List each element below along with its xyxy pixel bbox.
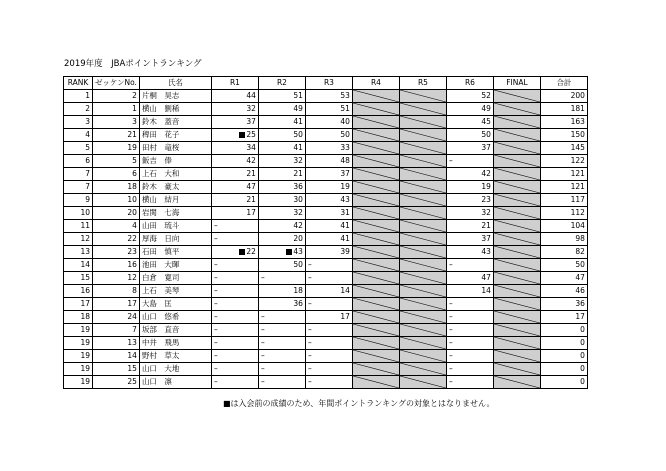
r4-cell-not-held xyxy=(352,129,399,142)
bib-number-cell: 14 xyxy=(93,350,140,363)
r4-cell-not-held xyxy=(352,207,399,220)
r5-cell-not-held xyxy=(399,337,446,350)
name-cell: 片桐 昊志 xyxy=(139,90,211,103)
name-cell: 上石 大和 xyxy=(139,168,211,181)
header-r2: R2 xyxy=(258,77,305,90)
total-cell: 121 xyxy=(540,168,587,181)
r3-cell: – xyxy=(305,324,352,337)
bib-number-cell: 13 xyxy=(93,337,140,350)
bib-number-cell: 22 xyxy=(93,233,140,246)
r4-cell-not-held xyxy=(352,324,399,337)
r5-cell-not-held xyxy=(399,259,446,272)
final-cell-not-held xyxy=(493,142,540,155)
rank-cell: 15 xyxy=(64,272,93,285)
r5-cell-not-held xyxy=(399,246,446,259)
name-cell: 白倉 寛司 xyxy=(139,272,211,285)
name-cell: 田村 竜桜 xyxy=(139,142,211,155)
name-cell: 稗田 花子 xyxy=(139,129,211,142)
final-cell-not-held xyxy=(493,168,540,181)
r4-cell-not-held xyxy=(352,116,399,129)
final-cell-not-held xyxy=(493,259,540,272)
r4-cell-not-held xyxy=(352,103,399,116)
rank-cell: 11 xyxy=(64,220,93,233)
r3-cell: – xyxy=(305,298,352,311)
r2-cell: – xyxy=(258,350,305,363)
r6-cell: 37 xyxy=(446,233,493,246)
r3-cell: 51 xyxy=(305,103,352,116)
bib-number-cell: 18 xyxy=(93,181,140,194)
total-cell: 104 xyxy=(540,220,587,233)
r3-cell: 31 xyxy=(305,207,352,220)
table-row xyxy=(64,90,588,103)
bib-number-cell: 16 xyxy=(93,259,140,272)
final-cell-not-held xyxy=(493,207,540,220)
rank-cell: 19 xyxy=(64,363,93,376)
table-row xyxy=(64,298,588,311)
r6-cell: – xyxy=(446,324,493,337)
total-cell: 200 xyxy=(540,90,587,103)
pre-membership-mark-icon xyxy=(239,249,245,255)
r5-cell-not-held xyxy=(399,311,446,324)
r4-cell-not-held xyxy=(352,272,399,285)
r3-cell: 39 xyxy=(305,246,352,259)
r1-cell: – xyxy=(211,324,258,337)
name-cell: 岩関 七海 xyxy=(139,207,211,220)
name-cell: 山口 大地 xyxy=(139,363,211,376)
r2-cell: 50 xyxy=(258,259,305,272)
total-cell: 0 xyxy=(540,350,587,363)
table-row xyxy=(64,376,588,389)
bib-number-cell: 12 xyxy=(93,272,140,285)
final-cell-not-held xyxy=(493,298,540,311)
r1-cell: – xyxy=(211,376,258,389)
total-cell: 163 xyxy=(540,116,587,129)
r1-cell: – xyxy=(211,350,258,363)
name-cell: 厚海 日向 xyxy=(139,233,211,246)
final-cell-not-held xyxy=(493,116,540,129)
r6-cell: – xyxy=(446,311,493,324)
r3-cell: 41 xyxy=(305,220,352,233)
r6-cell: 19 xyxy=(446,181,493,194)
r4-cell-not-held xyxy=(352,220,399,233)
total-cell: 0 xyxy=(540,324,587,337)
r5-cell-not-held xyxy=(399,181,446,194)
r2-cell: 43 xyxy=(258,246,305,259)
r1-cell: – xyxy=(211,311,258,324)
rank-cell: 2 xyxy=(64,103,93,116)
r6-cell: 23 xyxy=(446,194,493,207)
bib-number-cell: 20 xyxy=(93,207,140,220)
total-cell: 50 xyxy=(540,259,587,272)
r4-cell-not-held xyxy=(352,142,399,155)
bib-number-cell: 7 xyxy=(93,324,140,337)
final-cell-not-held xyxy=(493,181,540,194)
total-cell: 47 xyxy=(540,272,587,285)
r5-cell-not-held xyxy=(399,207,446,220)
rank-cell: 13 xyxy=(64,246,93,259)
r1-cell: – xyxy=(211,337,258,350)
bib-number-cell: 24 xyxy=(93,311,140,324)
total-cell: 117 xyxy=(540,194,587,207)
final-cell-not-held xyxy=(493,350,540,363)
r6-cell: 52 xyxy=(446,90,493,103)
header-final: FINAL xyxy=(493,77,540,90)
r3-cell: 43 xyxy=(305,194,352,207)
r1-cell: 42 xyxy=(211,155,258,168)
r2-cell: 18 xyxy=(258,285,305,298)
r3-cell: 19 xyxy=(305,181,352,194)
total-cell: 17 xyxy=(540,311,587,324)
r5-cell-not-held xyxy=(399,194,446,207)
r6-cell: – xyxy=(446,298,493,311)
r3-cell: 50 xyxy=(305,129,352,142)
name-cell: 横山 劉稀 xyxy=(139,103,211,116)
rank-cell: 7 xyxy=(64,168,93,181)
pre-membership-mark-icon xyxy=(239,132,245,138)
r1-cell: – xyxy=(211,259,258,272)
final-cell-not-held xyxy=(493,363,540,376)
bib-number-cell: 15 xyxy=(93,363,140,376)
name-cell: 鈴木 蓋音 xyxy=(139,116,211,129)
rank-cell: 1 xyxy=(64,90,93,103)
name-cell: 山田 琉斗 xyxy=(139,220,211,233)
r4-cell-not-held xyxy=(352,90,399,103)
name-cell: 坂部 直音 xyxy=(139,324,211,337)
r2-cell: 36 xyxy=(258,181,305,194)
r4-cell-not-held xyxy=(352,311,399,324)
name-cell: 飯吉 俸 xyxy=(139,155,211,168)
rank-cell: 14 xyxy=(64,259,93,272)
name-cell: 山口 凛 xyxy=(139,376,211,389)
r1-cell: 22 xyxy=(211,246,258,259)
r3-cell: – xyxy=(305,337,352,350)
r5-cell-not-held xyxy=(399,103,446,116)
table-row xyxy=(64,233,588,246)
r1-cell: – xyxy=(211,220,258,233)
table-row xyxy=(64,363,588,376)
total-cell: 46 xyxy=(540,285,587,298)
r3-cell: 14 xyxy=(305,285,352,298)
final-cell-not-held xyxy=(493,272,540,285)
r3-cell: 40 xyxy=(305,116,352,129)
r5-cell-not-held xyxy=(399,363,446,376)
r3-cell: 17 xyxy=(305,311,352,324)
r6-cell: 37 xyxy=(446,142,493,155)
bib-number-cell: 10 xyxy=(93,194,140,207)
r4-cell-not-held xyxy=(352,337,399,350)
r5-cell-not-held xyxy=(399,155,446,168)
r3-cell: – xyxy=(305,363,352,376)
r4-cell-not-held xyxy=(352,181,399,194)
table-row xyxy=(64,207,588,220)
bib-number-cell: 21 xyxy=(93,129,140,142)
r4-cell-not-held xyxy=(352,246,399,259)
table-row xyxy=(64,129,588,142)
total-cell: 0 xyxy=(540,363,587,376)
bib-number-cell: 25 xyxy=(93,376,140,389)
r2-cell: 20 xyxy=(258,233,305,246)
rank-cell: 7 xyxy=(64,181,93,194)
r2-cell: – xyxy=(258,311,305,324)
name-cell: 中井 飛馬 xyxy=(139,337,211,350)
name-cell: 鈴木 豪太 xyxy=(139,181,211,194)
r6-cell: – xyxy=(446,350,493,363)
r6-cell: 21 xyxy=(446,220,493,233)
final-cell-not-held xyxy=(493,233,540,246)
r2-cell: 41 xyxy=(258,116,305,129)
header-row xyxy=(64,77,588,90)
header-rank: RANK xyxy=(64,77,93,90)
r2-cell: – xyxy=(258,376,305,389)
final-cell-not-held xyxy=(493,337,540,350)
r3-cell: – xyxy=(305,259,352,272)
r5-cell-not-held xyxy=(399,376,446,389)
r6-cell: – xyxy=(446,363,493,376)
total-cell: 112 xyxy=(540,207,587,220)
r3-cell: – xyxy=(305,272,352,285)
r4-cell-not-held xyxy=(352,350,399,363)
final-cell-not-held xyxy=(493,194,540,207)
r5-cell-not-held xyxy=(399,272,446,285)
rank-cell: 10 xyxy=(64,207,93,220)
r1-cell: – xyxy=(211,272,258,285)
r6-cell: 49 xyxy=(446,103,493,116)
total-cell: 150 xyxy=(540,129,587,142)
r5-cell-not-held xyxy=(399,90,446,103)
r2-cell: – xyxy=(258,363,305,376)
rank-cell: 17 xyxy=(64,298,93,311)
r4-cell-not-held xyxy=(352,194,399,207)
r4-cell-not-held xyxy=(352,155,399,168)
r5-cell-not-held xyxy=(399,324,446,337)
r6-cell: – xyxy=(446,155,493,168)
r4-cell-not-held xyxy=(352,376,399,389)
header-r3: R3 xyxy=(305,77,352,90)
r6-cell: 47 xyxy=(446,272,493,285)
table-row xyxy=(64,220,588,233)
r5-cell-not-held xyxy=(399,350,446,363)
header-bib-number: ゼッケンNo. xyxy=(93,77,140,90)
final-cell-not-held xyxy=(493,129,540,142)
header-r4: R4 xyxy=(352,77,399,90)
rank-cell: 9 xyxy=(64,194,93,207)
r3-cell: 33 xyxy=(305,142,352,155)
r2-cell: 49 xyxy=(258,103,305,116)
bib-number-cell: 2 xyxy=(93,90,140,103)
r3-cell: 48 xyxy=(305,155,352,168)
bib-number-cell: 8 xyxy=(93,285,140,298)
rank-cell: 19 xyxy=(64,350,93,363)
r5-cell-not-held xyxy=(399,285,446,298)
rank-cell: 5 xyxy=(64,142,93,155)
r1-cell: 34 xyxy=(211,142,258,155)
final-cell-not-held xyxy=(493,90,540,103)
r2-cell: 51 xyxy=(258,90,305,103)
rank-cell: 19 xyxy=(64,337,93,350)
name-cell: 大島 匡 xyxy=(139,298,211,311)
r3-cell: – xyxy=(305,376,352,389)
r4-cell-not-held xyxy=(352,168,399,181)
r1-cell: 44 xyxy=(211,90,258,103)
name-cell: 池田 大暉 xyxy=(139,259,211,272)
final-cell-not-held xyxy=(493,155,540,168)
r4-cell-not-held xyxy=(352,259,399,272)
header-total: 合計 xyxy=(540,77,587,90)
name-cell: 横山 結月 xyxy=(139,194,211,207)
r3-cell: 41 xyxy=(305,233,352,246)
table-row xyxy=(64,311,588,324)
header-r5: R5 xyxy=(399,77,446,90)
ranking-table xyxy=(63,76,588,389)
r1-cell: 17 xyxy=(211,207,258,220)
final-cell-not-held xyxy=(493,376,540,389)
r6-cell: – xyxy=(446,337,493,350)
r1-cell: 21 xyxy=(211,168,258,181)
page-title: 2019年度 JBAポイントランキング xyxy=(64,59,202,69)
r1-cell: 25 xyxy=(211,129,258,142)
bib-number-cell: 5 xyxy=(93,155,140,168)
r6-cell: – xyxy=(446,259,493,272)
final-cell-not-held xyxy=(493,324,540,337)
rank-cell: 19 xyxy=(64,324,93,337)
r2-cell: 21 xyxy=(258,168,305,181)
r4-cell-not-held xyxy=(352,298,399,311)
table-row xyxy=(64,194,588,207)
table-row xyxy=(64,285,588,298)
total-cell: 122 xyxy=(540,155,587,168)
total-cell: 98 xyxy=(540,233,587,246)
final-cell-not-held xyxy=(493,311,540,324)
r6-cell: 43 xyxy=(446,246,493,259)
r5-cell-not-held xyxy=(399,168,446,181)
table-row xyxy=(64,246,588,259)
total-cell: 121 xyxy=(540,181,587,194)
table-row xyxy=(64,324,588,337)
r2-cell: 50 xyxy=(258,129,305,142)
r1-cell: – xyxy=(211,285,258,298)
r1-cell: – xyxy=(211,298,258,311)
r2-cell: 42 xyxy=(258,220,305,233)
rank-cell: 18 xyxy=(64,311,93,324)
total-cell: 36 xyxy=(540,298,587,311)
bib-number-cell: 3 xyxy=(93,116,140,129)
bib-number-cell: 23 xyxy=(93,246,140,259)
bib-number-cell: 19 xyxy=(93,142,140,155)
r1-cell: – xyxy=(211,363,258,376)
r4-cell-not-held xyxy=(352,363,399,376)
r5-cell-not-held xyxy=(399,220,446,233)
r2-cell: 30 xyxy=(258,194,305,207)
name-cell: 山口 悠希 xyxy=(139,311,211,324)
name-cell: 石田 慎平 xyxy=(139,246,211,259)
r5-cell-not-held xyxy=(399,129,446,142)
table-row xyxy=(64,116,588,129)
r4-cell-not-held xyxy=(352,233,399,246)
final-cell-not-held xyxy=(493,285,540,298)
pre-membership-mark-icon xyxy=(286,249,292,255)
rank-cell: 12 xyxy=(64,233,93,246)
table-row xyxy=(64,155,588,168)
r5-cell-not-held xyxy=(399,298,446,311)
r2-cell: – xyxy=(258,337,305,350)
bib-number-cell: 4 xyxy=(93,220,140,233)
rank-cell: 16 xyxy=(64,285,93,298)
rank-cell: 19 xyxy=(64,376,93,389)
total-cell: 82 xyxy=(540,246,587,259)
table-row xyxy=(64,181,588,194)
r2-cell: 32 xyxy=(258,207,305,220)
table-row xyxy=(64,142,588,155)
r3-cell: – xyxy=(305,350,352,363)
r2-cell: – xyxy=(258,324,305,337)
r2-cell: 36 xyxy=(258,298,305,311)
table-row xyxy=(64,350,588,363)
table-row xyxy=(64,168,588,181)
r6-cell: 45 xyxy=(446,116,493,129)
header-r6: R6 xyxy=(446,77,493,90)
bib-number-cell: 17 xyxy=(93,298,140,311)
r5-cell-not-held xyxy=(399,233,446,246)
r5-cell-not-held xyxy=(399,116,446,129)
rank-cell: 4 xyxy=(64,129,93,142)
table-row xyxy=(64,337,588,350)
total-cell: 0 xyxy=(540,376,587,389)
footnote: ■は入会前の成績のため、年間ポイントランキングの対象とはなりません。 xyxy=(223,399,495,408)
total-cell: 145 xyxy=(540,142,587,155)
r1-cell: 32 xyxy=(211,103,258,116)
header-name: 氏名 xyxy=(139,77,211,90)
r6-cell: – xyxy=(446,376,493,389)
bib-number-cell: 1 xyxy=(93,103,140,116)
r4-cell-not-held xyxy=(352,285,399,298)
r6-cell: 32 xyxy=(446,207,493,220)
final-cell-not-held xyxy=(493,220,540,233)
total-cell: 0 xyxy=(540,337,587,350)
name-cell: 上石 美琴 xyxy=(139,285,211,298)
table-row xyxy=(64,272,588,285)
final-cell-not-held xyxy=(493,246,540,259)
table-row xyxy=(64,259,588,272)
bib-number-cell: 6 xyxy=(93,168,140,181)
table-row xyxy=(64,103,588,116)
r1-cell: 37 xyxy=(211,116,258,129)
r6-cell: 50 xyxy=(446,129,493,142)
r3-cell: 53 xyxy=(305,90,352,103)
total-cell: 181 xyxy=(540,103,587,116)
r2-cell: 32 xyxy=(258,155,305,168)
r6-cell: 14 xyxy=(446,285,493,298)
r6-cell: 42 xyxy=(446,168,493,181)
final-cell-not-held xyxy=(493,103,540,116)
r5-cell-not-held xyxy=(399,142,446,155)
r1-cell: 21 xyxy=(211,194,258,207)
header-r1: R1 xyxy=(211,77,258,90)
r2-cell: 41 xyxy=(258,142,305,155)
rank-cell: 3 xyxy=(64,116,93,129)
r1-cell: – xyxy=(211,233,258,246)
r1-cell: 47 xyxy=(211,181,258,194)
r2-cell: – xyxy=(258,272,305,285)
r3-cell: 37 xyxy=(305,168,352,181)
rank-cell: 6 xyxy=(64,155,93,168)
name-cell: 野村 草太 xyxy=(139,350,211,363)
